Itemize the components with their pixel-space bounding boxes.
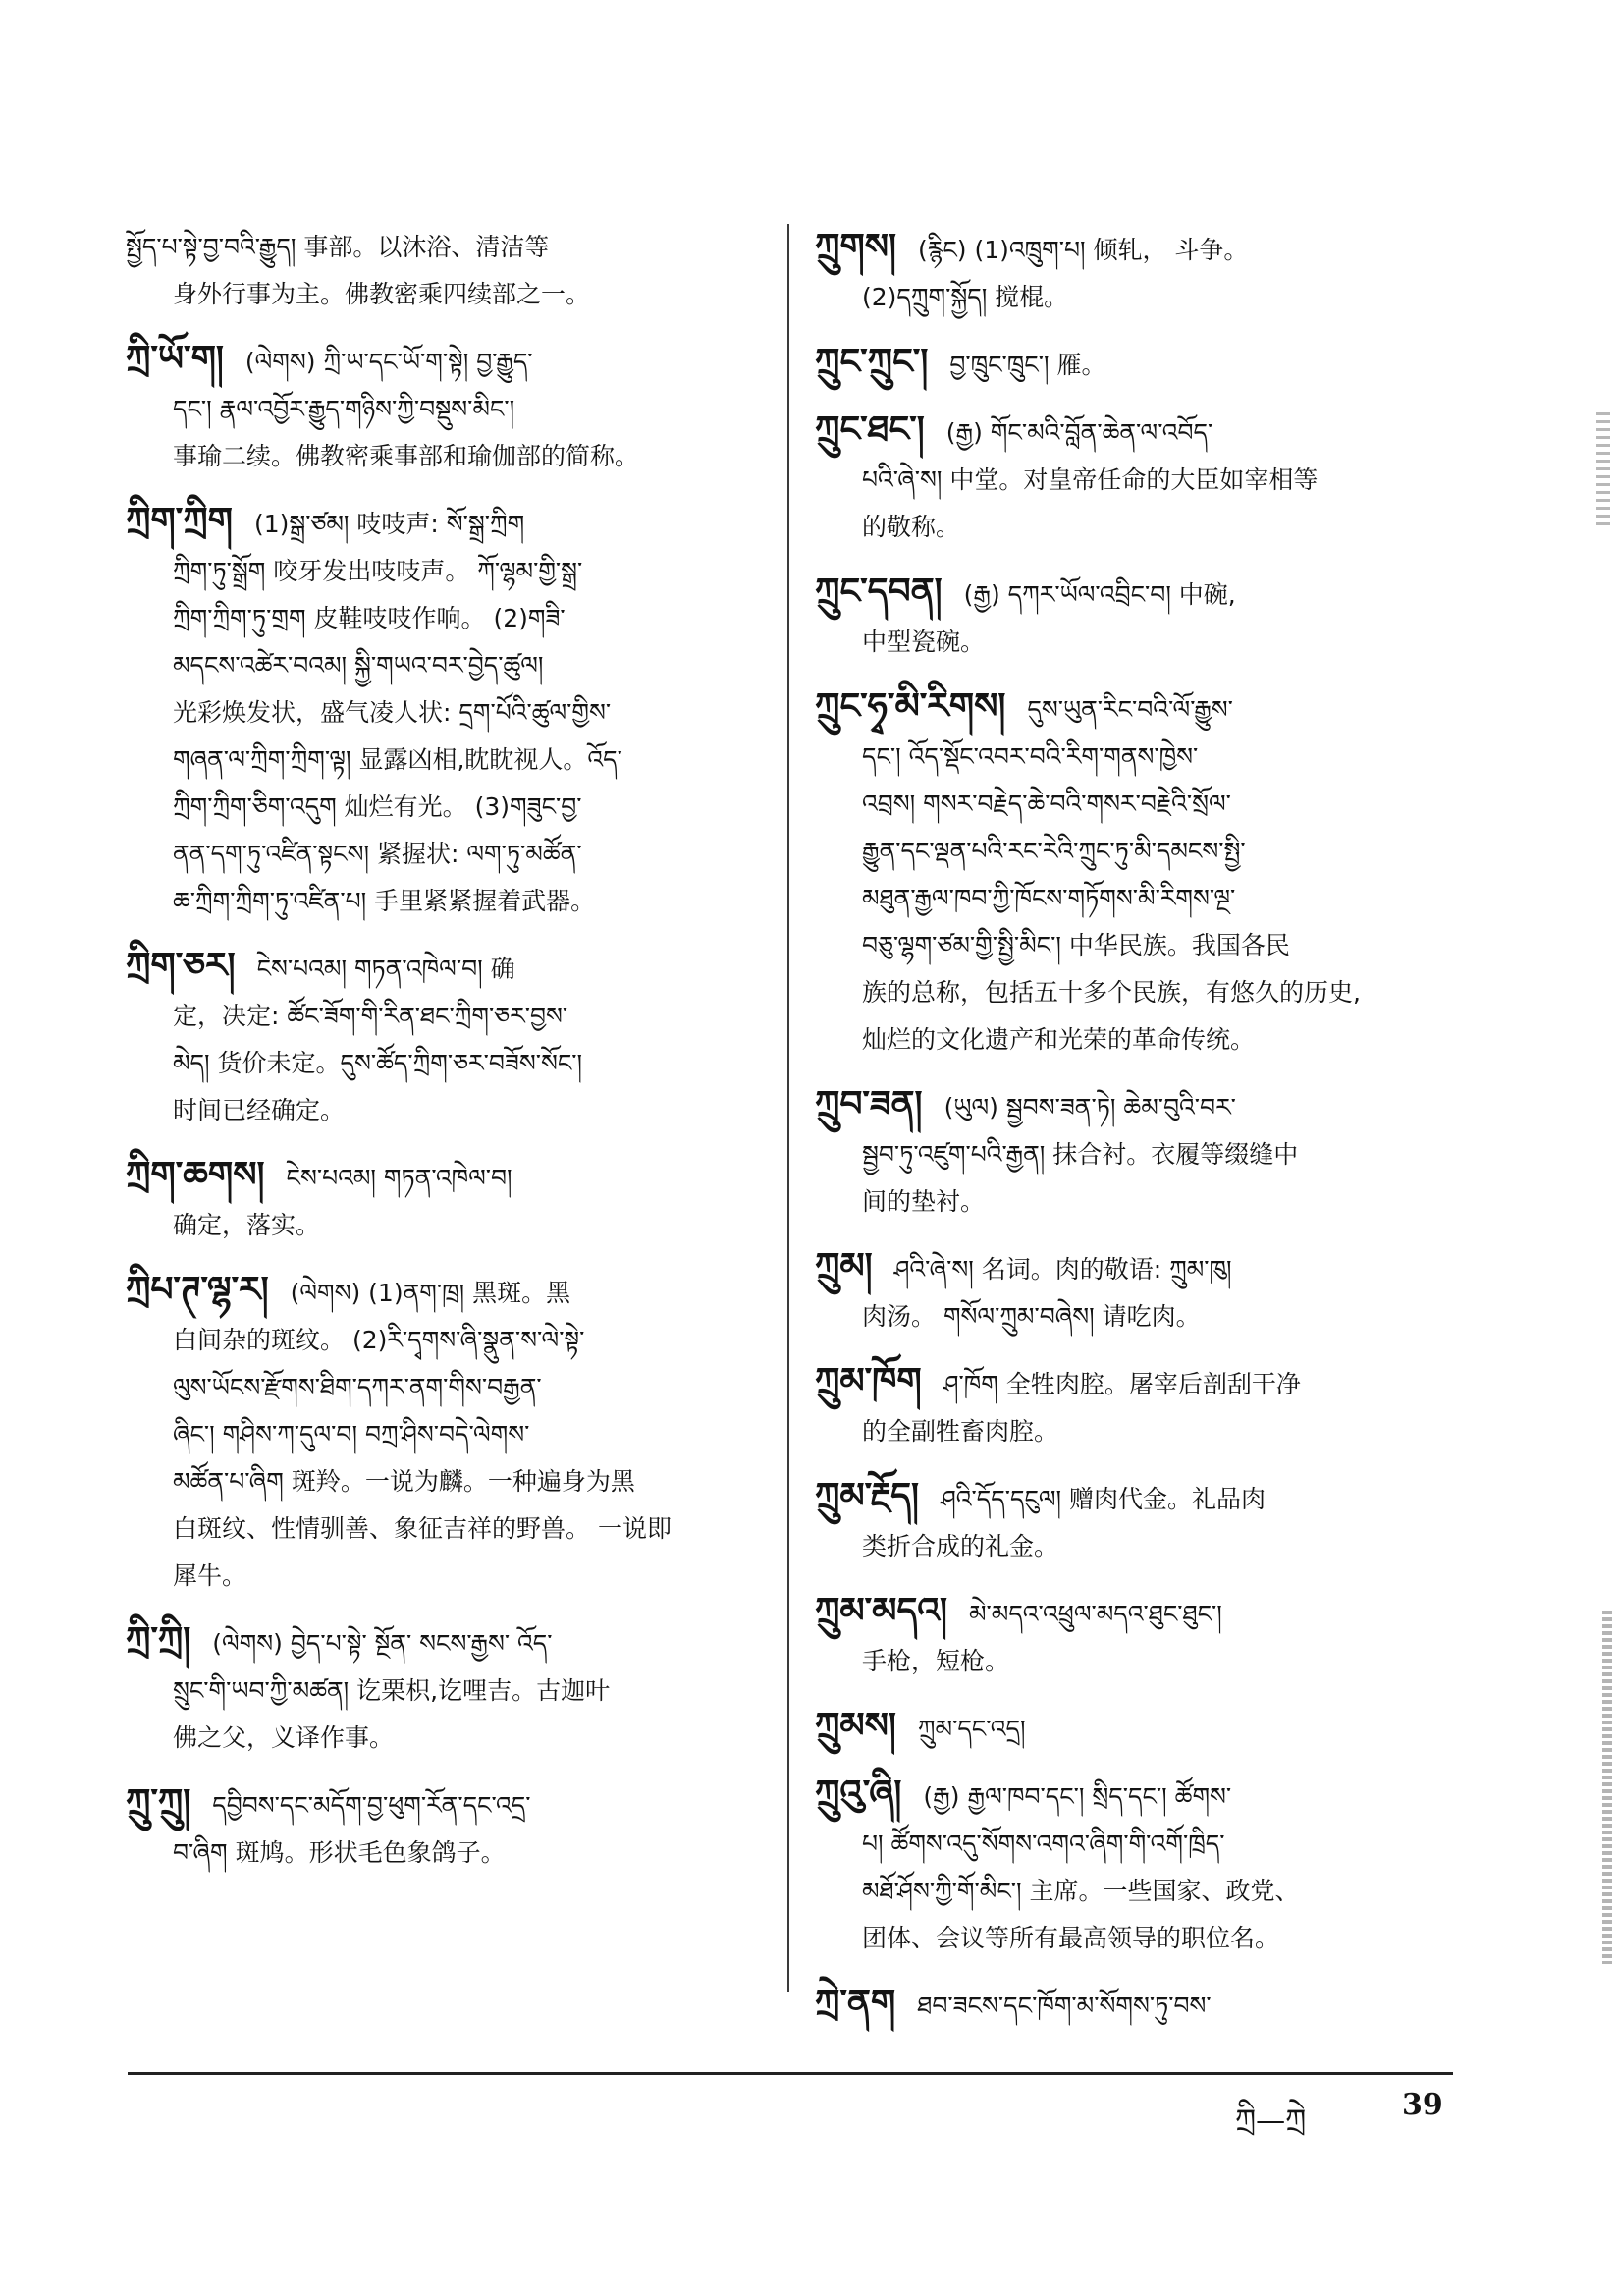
entry-line (126, 1617, 764, 1667)
entry-text: ཀྲིག་ཀྲིག་ཅིག་འདུག 灿烂有光。 (3)གཟུང་བྱ་ (173, 793, 582, 821)
dictionary-entry (815, 1473, 1465, 1570)
entry-headword: ཀྲུམ། (815, 1246, 873, 1286)
entry-text: མཐོ་ཤོས་ཀྱི་གོ་མིང་། 主席。一些国家、政党、 (862, 1877, 1300, 1905)
entry-line (815, 1243, 1465, 1293)
entry-line (815, 683, 1465, 734)
entry-line (126, 1267, 764, 1317)
entry-text: ཆ་ཀྲིག་ཀྲིག་ཏུ་འཛིན་པ། 手里紧紧握着武器。 (173, 887, 596, 915)
entry-text: 佛之父，义译作事。 (173, 1723, 395, 1752)
entry-text: 事瑜二续。佛教密乘事部和瑜伽部的简称。 (173, 442, 640, 470)
entry-text: ཞིང་། གཤིས་ཀ་དུལ་བ། བཀྲ་ཤིས་བདེ་ལེགས་ (173, 1420, 530, 1449)
entry-headword: ཀྲུ་ཀྲུ། (126, 1782, 191, 1823)
dictionary-entry (815, 569, 1465, 666)
entry-text: ཤའི་དོད་དངུལ། 赠肉代金。礼品肉 (940, 1485, 1266, 1513)
entry-line (815, 1178, 1465, 1226)
entry-text: པའི་ཞེ་ས། 中堂。对皇帝任命的大臣如宰相等 (862, 465, 1319, 494)
entry-text: (ལེགས) བྱེད་པ་སྟེ་ སྔོན་ སངས་རྒྱས་ འོད་ (212, 1629, 553, 1658)
entry-line (126, 1317, 764, 1364)
entry-line (815, 969, 1465, 1016)
entry-text: 族的总称，包括五十多个民族，有悠久的历史, (862, 978, 1361, 1007)
entry-text: བ་ཞིག 斑鸠。形状毛色象鸽子。 (173, 1838, 506, 1867)
entry-text: 定，决定: ཚོང་ཟོག་གི་རིན་ཐང་ཀྲིག་ཅར་བྱས་ (173, 1002, 568, 1030)
entry-headword: ཀྲིག་ཆགས། (126, 1155, 265, 1195)
entry-headword: ཀྲུང་ཀྲུང་། (815, 342, 929, 382)
entry-text: (རྒྱ) གོང་མའི་བློན་ཆེན་ལ་འབོད་ (945, 418, 1213, 447)
dictionary-entry (815, 339, 1465, 389)
entry-text: མཐུན་རྒྱལ་ཁབ་ཀྱི་ཁོངས་གཏོགས་མི་རིགས་ལྔ་ (862, 884, 1236, 912)
entry-headword: ཀྲིག་ཀྲིག (126, 501, 233, 541)
entry-line (815, 569, 1465, 619)
entry-line (815, 1638, 1465, 1685)
entry-text: སྤྱོད་པ་སྟེ་བྱ་བའི་རྒྱུད། 事部。以沐浴、清洁等 (126, 233, 550, 261)
entry-line (126, 1779, 764, 1830)
entry-line (815, 1408, 1465, 1455)
entry-text: 手枪，短枪。 (862, 1647, 1010, 1675)
footer-section-range: ཀྲི—ཀྲེ (1235, 2104, 1307, 2138)
entry-text: 团体、会议等所有最高领导的职位名。 (862, 1924, 1280, 1952)
entry-text: 中型瓷碗。 (862, 628, 986, 656)
entry-line (126, 737, 764, 784)
entry-line (815, 1588, 1465, 1638)
entry-headword: ཀྲུབ་ཟན། (815, 1084, 923, 1124)
entry-text: 光彩焕发状，盛气凌人状: དྲག་པོའི་ཚུལ་གྱིས་ (173, 698, 612, 727)
entry-text: 时间已经确定。 (173, 1096, 346, 1124)
entry-text: བཅུ་ལྷག་ཙམ་གྱི་སྤྱི་མིང་། 中华民族。我国各民 (862, 931, 1290, 959)
entry-line (815, 922, 1465, 969)
entry-line (815, 1358, 1465, 1408)
dictionary-entry (126, 224, 764, 318)
entry-line (126, 1830, 764, 1877)
entry-line (815, 619, 1465, 666)
entry-text: 肉汤。 གསོལ་ཀྲུམ་བཞེས། 请吃肉。 (862, 1302, 1201, 1331)
entry-text: 的全副牲畜肉腔。 (862, 1417, 1059, 1446)
entry-text: 白斑纹、性情驯善、象征吉祥的野兽。 一说即 (173, 1514, 672, 1543)
entry-text: ཀྲིག་ཀྲིག་ཏུ་གྲག 皮鞋吱吱作响。 (2)གཟི་ (173, 604, 566, 632)
right-column (815, 224, 1465, 2048)
entry-text: 的敬称。 (862, 513, 961, 541)
entry-line (815, 224, 1465, 274)
entry-text: ཤའི་ཞེ་ས། 名词。肉的敬语: ཀྲུམ་ཁུ། (893, 1255, 1232, 1284)
entry-line (126, 1667, 764, 1715)
entry-text: སྦྱབ་ཏུ་འཛུག་པའི་རྒྱན། 抹合衬。衣履等缀缝中 (862, 1140, 1299, 1169)
dictionary-entry (815, 1358, 1465, 1455)
entry-text: 灿烂的文化遗产和光荣的革命传统。 (862, 1025, 1256, 1054)
entry-line (815, 1016, 1465, 1064)
dictionary-entry (815, 1243, 1465, 1340)
dictionary-entry (126, 1779, 764, 1877)
entry-text: 身外行事为主。佛教密乘四续部之一。 (173, 280, 591, 308)
entry-headword: ཀྲུམ་རྔོད། (815, 1476, 919, 1516)
entry-headword: ཀྲུགས། (815, 227, 896, 267)
dictionary-entry (815, 1771, 1465, 1962)
entry-text: དུས་ཡུན་རིང་བའི་ལོ་རྒྱུས་ (1027, 695, 1233, 724)
entry-line (815, 734, 1465, 781)
entry-line (126, 943, 764, 993)
entry-line (815, 274, 1465, 321)
entry-text: ནན་དག་ཏུ་འཛིན་སྟངས། 紧握状: ལག་ཏུ་མཚོན་ (173, 840, 582, 868)
entry-text: སྲུང་གི་ཡབ་ཀྱི་མཚན། 讫栗枳,讫哩吉。古迦叶 (173, 1676, 611, 1705)
entry-text: གཞན་ལ་ཀྲིག་ཀྲིག་ལྟ། 显露凶相,眈眈视人。འོད་ (173, 745, 622, 774)
entry-text: མེ་མདའ་འཕྲུལ་མདའ་ཐུང་ཐུང་། (968, 1600, 1222, 1628)
entry-headword: ཀྲི་ཡོ་ག། (126, 339, 224, 379)
entry-line (126, 1553, 764, 1600)
dictionary-entry (815, 683, 1465, 1064)
entry-line (126, 1458, 764, 1505)
entry-line (126, 224, 764, 271)
entry-text: (རྒྱ) རྒྱལ་ཁབ་དང་། སྲིད་དང་། ཚོགས་ (923, 1782, 1232, 1811)
entry-line (126, 595, 764, 642)
entry-line (815, 339, 1465, 389)
entry-line (126, 1505, 764, 1553)
entry-line (815, 457, 1465, 504)
entry-line (126, 433, 764, 480)
entry-text: (ལེགས) ཀྲི་ཡ་དང་ཡོ་ག་སྟེ། བྱ་རྒྱུད་ (244, 348, 533, 376)
dictionary-entry (815, 1081, 1465, 1226)
entry-text: ལུས་ཡོངས་རྫོགས་ཐིག་དཀར་ནག་གིས་བརྒྱན་ (173, 1373, 542, 1401)
entry-text: ཤ་ཁོག 全牲肉腔。屠宰后剖刮干净 (943, 1370, 1301, 1398)
entry-headword: ཀྲུའུ་ཞི། (815, 1774, 902, 1814)
entry-text: དང་། རྣལ་འབྱོར་རྒྱུད་གཉིས་ཀྱི་བསྡུས་མིང་། (173, 395, 515, 423)
entry-line (815, 1821, 1465, 1868)
entry-line (126, 1411, 764, 1458)
page-number: 39 (1402, 2088, 1443, 2122)
entry-text: བྱ་ཁྲུང་ཁྲུང་། 雁。 (949, 351, 1106, 379)
dictionary-entry (126, 336, 764, 480)
entry-text: མཚོན་པ་ཞིག 斑羚。一说为麟。一种遍身为黑 (173, 1467, 635, 1496)
entry-line (815, 1523, 1465, 1570)
dictionary-entry (126, 498, 764, 925)
entry-headword: ཀྲུམ་མདའ། (815, 1591, 947, 1631)
entry-text: (ཡུལ) སྦྱབས་ཟན་ཏེ། ཆེམ་བུའི་བར་ (943, 1093, 1236, 1121)
entry-text: ཐབ་ཟངས་དང་ཁོག་མ་སོགས་ཏུ་བས་ (917, 1992, 1212, 2020)
entry-line (126, 271, 764, 318)
entry-text: (2)དཀྲུག་སྐྱོད། 搅棍。 (862, 283, 1069, 311)
entry-headword: ཀྲུང་དབན། (815, 572, 943, 612)
binding-marks (1596, 412, 1610, 530)
entry-line (126, 689, 764, 737)
entry-text: (རྙིང) (1)འཁྲུག་པ། 倾轧， 斗争。 (917, 236, 1249, 264)
entry-line (126, 498, 764, 548)
entry-line (815, 1131, 1465, 1178)
entry-line (126, 831, 764, 878)
left-column (126, 224, 764, 1894)
entry-line (126, 336, 764, 386)
entry-line (815, 407, 1465, 457)
column-divider (787, 224, 789, 1992)
entry-line (126, 1364, 764, 1411)
dictionary-entry (126, 1617, 764, 1762)
dictionary-entry (815, 1703, 1465, 1753)
footer-rule (128, 2072, 1453, 2075)
entry-line (815, 1703, 1465, 1753)
entry-line (126, 784, 764, 831)
entry-line (126, 386, 764, 433)
dictionary-entry (815, 407, 1465, 551)
entry-line (126, 1040, 764, 1087)
entry-text: པ། ཚོགས་འདུ་སོགས་འགའ་ཞིག་གི་འགོ་ཁྲིད་ (862, 1830, 1225, 1858)
entry-text: འབྲས། གསར་བརྗེད་ཆེ་བའི་གསར་བརྗེའི་སྲོལ་ (862, 790, 1231, 818)
entry-headword: ཀྲུམ་ཁོག (815, 1361, 922, 1401)
entry-text: དང་། འོད་སྡོང་འབར་བའི་རིག་གནས་ཁྱེས་ (862, 742, 1199, 771)
entry-line (126, 642, 764, 689)
entry-text: མེད། 货价未定。དུས་ཚོད་ཀྲིག་ཅར་བཟོས་སོང་། (173, 1049, 583, 1077)
entry-text: དབྱིབས་དང་མདོག་བྱ་ཕུག་རོན་དང་འདྲ་ (212, 1791, 531, 1820)
entry-line (126, 1152, 764, 1202)
entry-line (126, 1202, 764, 1249)
entry-line (815, 1473, 1465, 1523)
entry-line (815, 828, 1465, 875)
entry-line (815, 781, 1465, 828)
dictionary-entry (126, 943, 764, 1134)
entry-line (815, 1915, 1465, 1962)
entry-text: (1)སྒྲ་ཙམ། 吱吱声: སོ་སྒྲ་ཀྲིག (253, 510, 525, 538)
entry-line (815, 1293, 1465, 1340)
entry-text: ངེས་པའམ། གཏན་འཁེལ་བ། 确 (256, 955, 515, 983)
dictionary-entry (126, 1267, 764, 1600)
entry-headword: ཀྲིཔ་ཊ་ལྷ་ར། (126, 1270, 269, 1310)
entry-text: ཀྲུམ་དང་འདྲ། (917, 1715, 1026, 1743)
entry-line (126, 548, 764, 595)
binding-marks (1602, 1611, 1612, 1964)
entry-headword: ཀྲིག་ཅར། (126, 946, 236, 986)
entry-headword: ཀྲུང་ཧྭ་མི་རིགས། (815, 686, 1006, 727)
dictionary-entry (815, 1980, 1465, 2030)
entry-line (815, 1081, 1465, 1131)
dictionary-entry (815, 224, 1465, 321)
entry-text: (རྒྱ) དཀར་ཡོལ་འབྲིང་བ། 中碗, (963, 580, 1236, 609)
entry-text: ངེས་པའམ། གཏན་འཁེལ་བ། (286, 1164, 512, 1192)
dictionary-entry (815, 1588, 1465, 1685)
entry-line (815, 1868, 1465, 1915)
entry-text: 犀牛。 (173, 1561, 247, 1590)
entry-line (815, 1771, 1465, 1821)
dictionary-entry (126, 1152, 764, 1249)
entry-text: 白间杂的斑纹。 (2)རི་དྭགས་ཞི་སྣུན་ས་ལེ་སྟེ་ (173, 1326, 585, 1354)
entry-headword: ཀྲི་ཀྲི། (126, 1620, 191, 1661)
entry-line (815, 875, 1465, 922)
entry-text: རྒྱུན་དང་ལྡན་པའི་རང་རེའི་ཀྲུང་ཏུ་མི་དམངས་སྤྱི་ (862, 837, 1246, 865)
entry-line (815, 504, 1465, 551)
entry-headword: ཀྲུང་ཐང་། (815, 410, 925, 450)
entry-text: 确定，落实。 (173, 1211, 321, 1239)
entry-text: 类折合成的礼金。 (862, 1532, 1059, 1560)
entry-line (126, 1715, 764, 1762)
entry-line (126, 878, 764, 925)
entry-headword: ཀྲེ་ནག (815, 1983, 896, 2023)
entry-text: (ལེགས) (1)ནག་ཁྲ། 黑斑。黑 (290, 1279, 571, 1307)
entry-line (126, 993, 764, 1040)
entry-text: 间的垫衬。 (862, 1187, 986, 1216)
entry-line (815, 1980, 1465, 2030)
entry-headword: ཀྲུམས། (815, 1706, 896, 1746)
entry-text: མདངས་འཚེར་བའམ། སྐྱི་གཡའ་བར་བྱེད་ཚུལ། (173, 651, 544, 680)
entry-text: ཀྲིག་ཏུ་སྒྲོག 咬牙发出吱吱声。 ཀོ་ལྷམ་གྱི་སྒྲ་ (173, 557, 583, 585)
entry-line (126, 1087, 764, 1134)
